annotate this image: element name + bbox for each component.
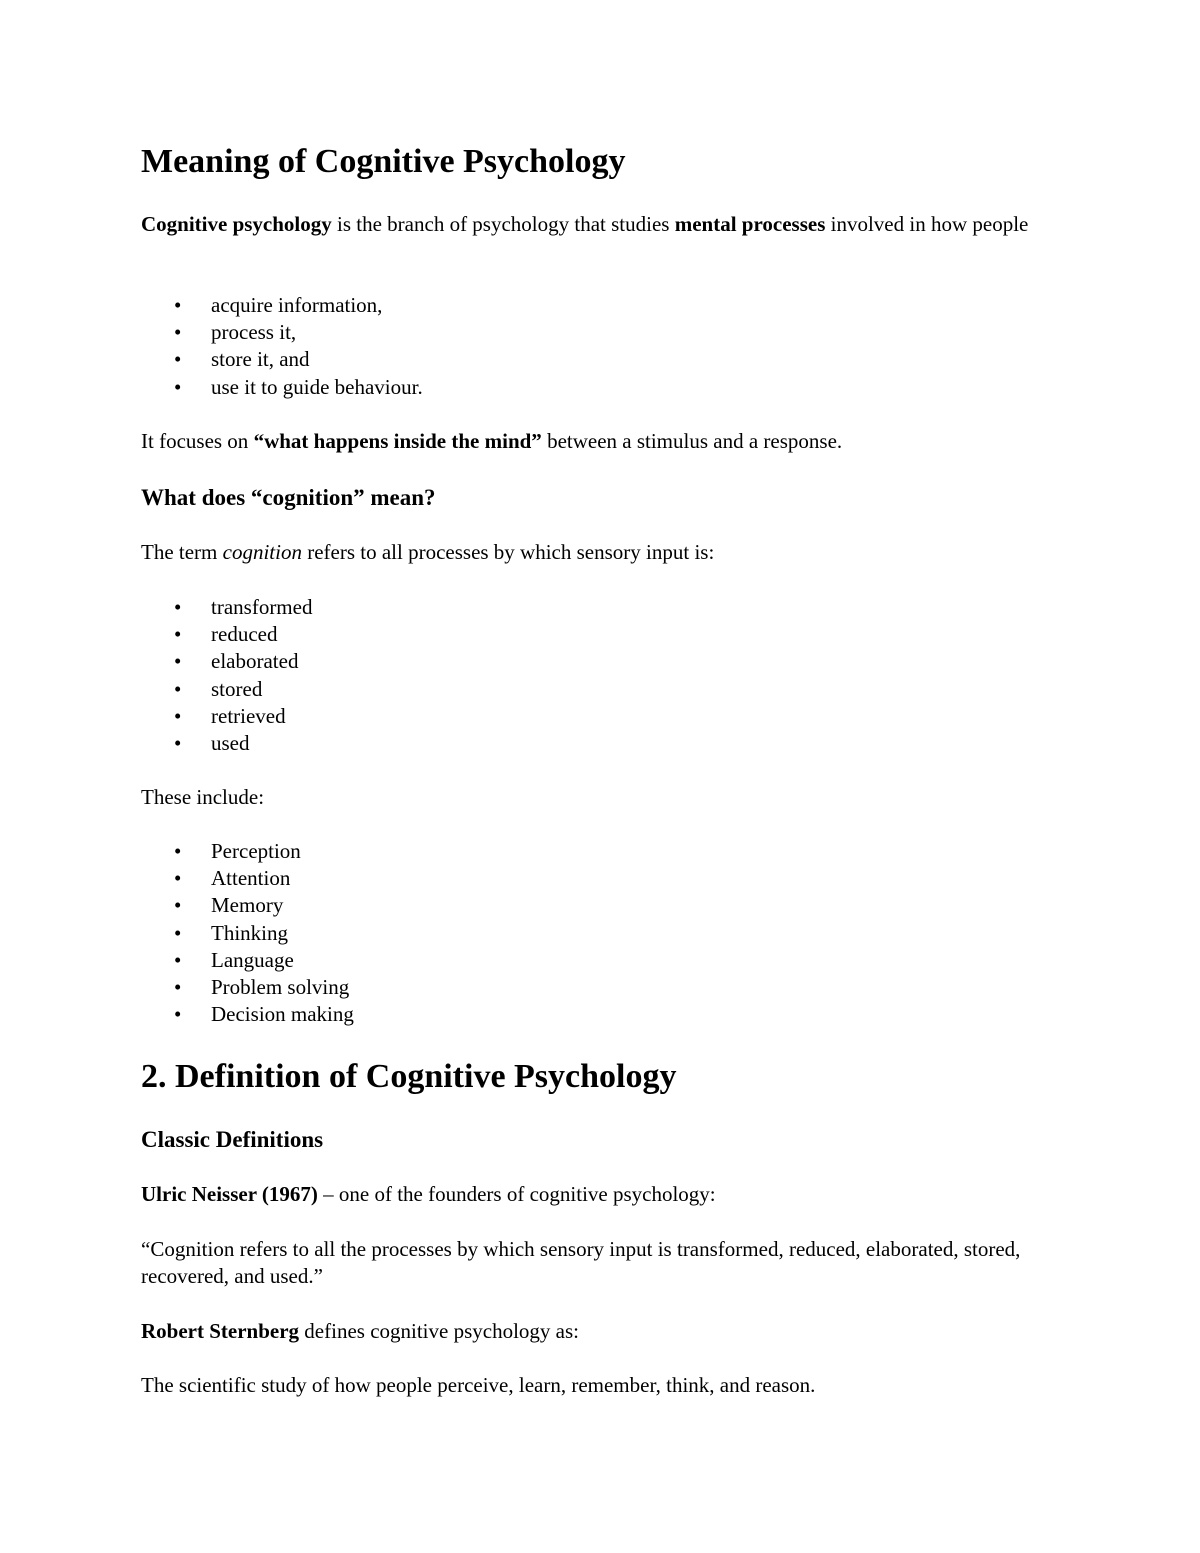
cognition-definition: The term cognition refers to all processes by which sensory input is: bbox=[141, 540, 715, 564]
bullet-icon: • bbox=[174, 703, 182, 728]
bullet-icon: • bbox=[174, 975, 182, 1000]
list-item: • Thinking bbox=[141, 920, 354, 947]
list-item: • used bbox=[141, 730, 312, 757]
list-item: • Memory bbox=[141, 892, 354, 919]
bullet-icon: • bbox=[174, 347, 182, 372]
bullet-icon: • bbox=[174, 293, 182, 317]
cognition-heading: What does “cognition” mean? bbox=[141, 485, 436, 510]
list-item: • transformed bbox=[141, 594, 312, 621]
includes-list bbox=[141, 838, 354, 1028]
bullet-icon: • bbox=[174, 839, 182, 863]
list-item: • Perception bbox=[141, 838, 354, 865]
neisser-name: Ulric Neisser (1967) bbox=[141, 1182, 318, 1206]
term-cognitive-psychology: Cognitive psychology bbox=[141, 212, 332, 236]
list-item: • process it, bbox=[141, 319, 423, 346]
list-item: • Decision making bbox=[141, 1001, 354, 1028]
list-item: • store it, and bbox=[141, 346, 423, 373]
list-item: • retrieved bbox=[141, 703, 312, 730]
focus-emphasis: “what happens inside the mind” bbox=[253, 429, 542, 453]
neisser-quote: “Cognition refers to all the processes by which sensory input is transformed, reduced, elaborated, stored, recovered, and used.” bbox=[141, 1237, 1021, 1288]
bullet-icon: • bbox=[174, 649, 182, 674]
list-item: • use it to guide behaviour. bbox=[141, 374, 423, 401]
section-2-title: 2. Definition of Cognitive Psychology bbox=[141, 1058, 677, 1095]
list-item: • Attention bbox=[141, 865, 354, 892]
includes-label: These include: bbox=[141, 785, 265, 809]
list-item: • reduced bbox=[141, 621, 312, 648]
list-item: • Problem solving bbox=[141, 974, 354, 1001]
steps-list bbox=[141, 292, 423, 401]
term-cognition: cognition bbox=[222, 540, 302, 564]
list-item: • elaborated bbox=[141, 648, 312, 675]
sternberg-definition: The scientific study of how people perceive, learn, remember, think, and reason. bbox=[141, 1373, 816, 1397]
bullet-icon: • bbox=[174, 676, 182, 701]
sternberg-paragraph: Robert Sternberg defines cognitive psychology as: bbox=[141, 1319, 579, 1343]
bullet-icon: • bbox=[174, 920, 182, 945]
focus-paragraph: It focuses on “what happens inside the mind” between a stimulus and a response. bbox=[141, 429, 843, 453]
intro-text-1: is the branch of psychology that studies bbox=[331, 212, 675, 236]
transformations-list bbox=[141, 594, 312, 757]
bullet-icon: • bbox=[174, 866, 182, 891]
list-item: • Language bbox=[141, 947, 354, 974]
bullet-icon: • bbox=[174, 731, 182, 756]
list-item: • acquire information, bbox=[141, 292, 423, 319]
page-title: Meaning of Cognitive Psychology bbox=[141, 143, 626, 180]
bullet-icon: • bbox=[174, 595, 182, 619]
bullet-icon: • bbox=[174, 893, 182, 918]
term-mental-processes: mental processes bbox=[674, 212, 826, 236]
bullet-icon: • bbox=[174, 320, 182, 345]
bullet-icon: • bbox=[174, 947, 182, 972]
sternberg-name: Robert Sternberg bbox=[141, 1319, 300, 1343]
list-item: • stored bbox=[141, 676, 312, 703]
intro-paragraph bbox=[141, 211, 1071, 238]
bullet-icon: • bbox=[174, 622, 182, 647]
neisser-paragraph: Ulric Neisser (1967) – one of the founders of cognitive psychology: bbox=[141, 1182, 716, 1206]
bullet-icon: • bbox=[174, 1002, 182, 1027]
classic-definitions-heading: Classic Definitions bbox=[141, 1127, 324, 1152]
intro-text-2: involved in how people bbox=[825, 212, 1029, 236]
bullet-icon: • bbox=[174, 374, 182, 399]
